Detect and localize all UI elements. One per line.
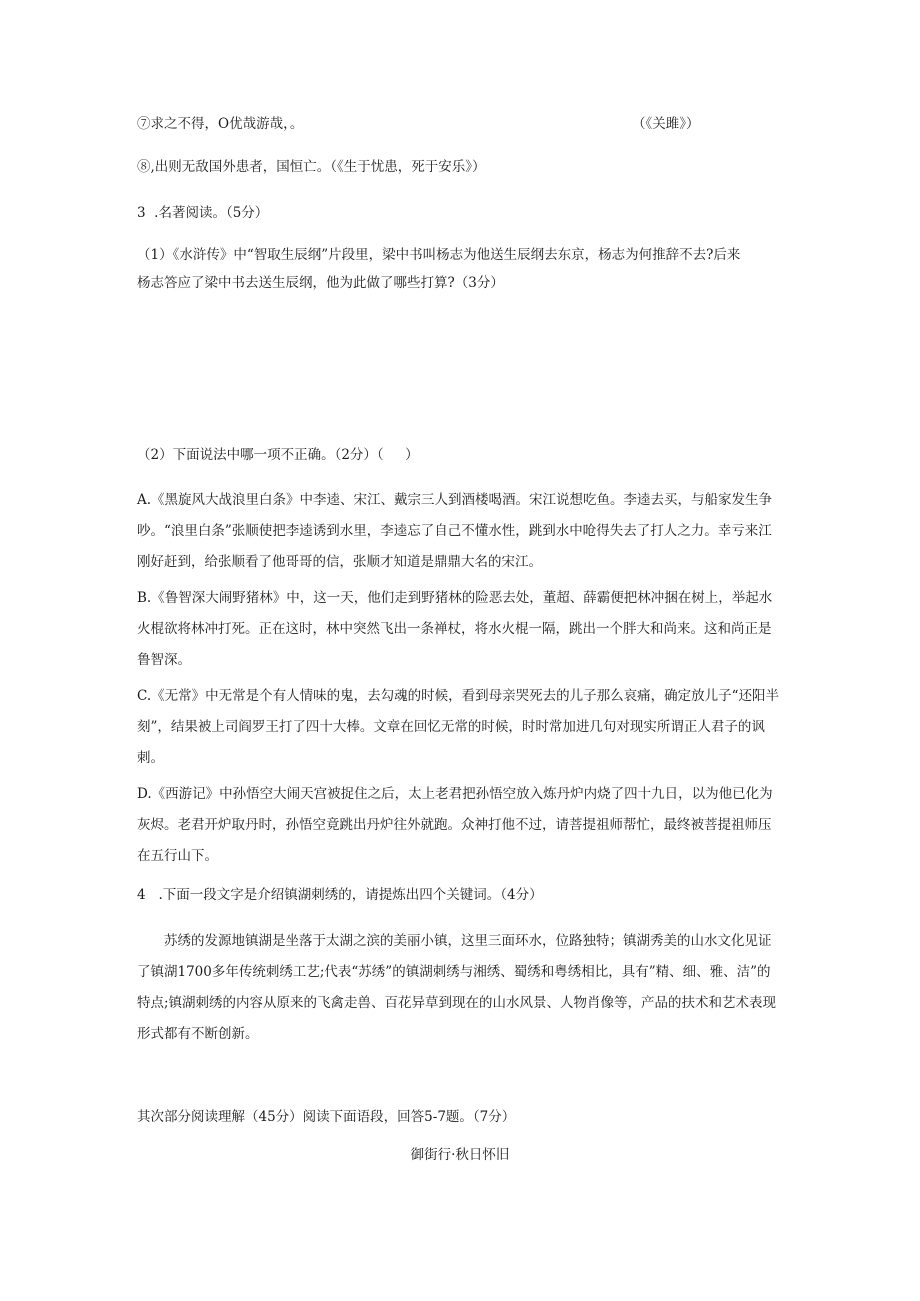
- question-4-passage: [137, 926, 781, 1050]
- question-3-sub1-line2: 杨志答应了梁中书去送生辰纲，他为此做了哪些打算?（3分）: [137, 275, 504, 291]
- question-3-sub1-line1: （1）《水浒传》中“智取生辰纲”片段里，梁中书叫杨志为他送生辰纲去东京，杨志为何推辞不去?后来: [137, 247, 741, 263]
- poem-title: 御街行·秋日怀旧: [410, 1147, 510, 1163]
- poem-line-8: ⑧,出则无敌国外患者，国恒亡。（《生于忧患，死于安乐》）: [137, 159, 486, 175]
- question-4-heading: 4 .下面一段文字是介绍镇湖刺绣的，请提炼出四个关键词。（4分）: [137, 887, 543, 903]
- question-3-sub2: （2）下面说法中哪一项不正确。（2分）（ ）: [137, 447, 419, 463]
- question-3-heading: 3 .名著阅读。（5分）: [137, 205, 269, 221]
- option-c-text: C.《无常》中无常是个有人情味的鬼，去勾魂的时候，看到母亲哭死去的儿子那么哀痛，确定放儿子“还阳半刻”，结果被上司阎罗王打了四十大棒。文章在回忆无常的时候，时时常加进几句对现实所谓正人君子的讽刺。: [137, 688, 780, 766]
- option-c: [137, 681, 781, 774]
- poem-line-7: ⑦求之不得，O优哉游哉，。: [137, 116, 304, 132]
- question-4-passage-text: 苏绣的发源地镇湖是坐落于太湖之滨的美丽小镇，这里三面环水，位路独特；镇湖秀美的山水文化见证了镇湖1700多年传统刺绣工艺;代表“苏绣”的镇湖刺绣与湘绣、蜀绣和粤绣相比，具有”精、细、雅、洁”的特点;镇湖刺绣的内容从原来的飞禽走兽、百花异草到现在的山水风景、人物肖像等，产品的扶术和艺术表现形式都有不断创新。: [137, 933, 777, 1042]
- option-a: [137, 485, 781, 578]
- poem-line-7-source: （《关雎》）: [632, 116, 700, 132]
- option-b-text: B.《鲁智深大闹野猪林》中，这一天，他们走到野猪林的险恶去处，董超、薛霸便把林冲捆在树上，举起水火棍欲将林冲打死。正在这时，林中突然飞出一条禅杖，将水火棍一隔，跳出一个胖大和尚来。这和尚正是鲁智深。: [137, 590, 773, 668]
- part-2-heading: 其次部分阅读理解（45分）阅读下面语段，回答5-7题。（7分）: [137, 1109, 516, 1125]
- option-b: [137, 583, 781, 676]
- option-d-text: D.《西游记》中孙悟空大闹天宫被捉住之后，太上老君把孙悟空放入炼丹炉内烧了四十九日，以为他已化为灰烬。老君开炉取丹时，孙悟空竟跳出丹炉往外就跑。众神打他不过，请菩提祖师帮忙，最终被菩提祖师压在五行山下。: [137, 786, 773, 864]
- option-a-text: A.《黑旋风大战浪里白条》中李逵、宋江、戴宗三人到酒楼喝酒。宋江说想吃鱼。李逵去买，与船家发生争吵。“浪里白条”张顺使把李逵诱到水里，李逵忘了自己不懂水性，跳到水中呛得失去了打人之力。幸亏来江刚好赶到，给张顺看了他哥哥的信，张顺才知道是鼎鼎大名的宋江。: [137, 492, 773, 570]
- option-d: [137, 779, 781, 872]
